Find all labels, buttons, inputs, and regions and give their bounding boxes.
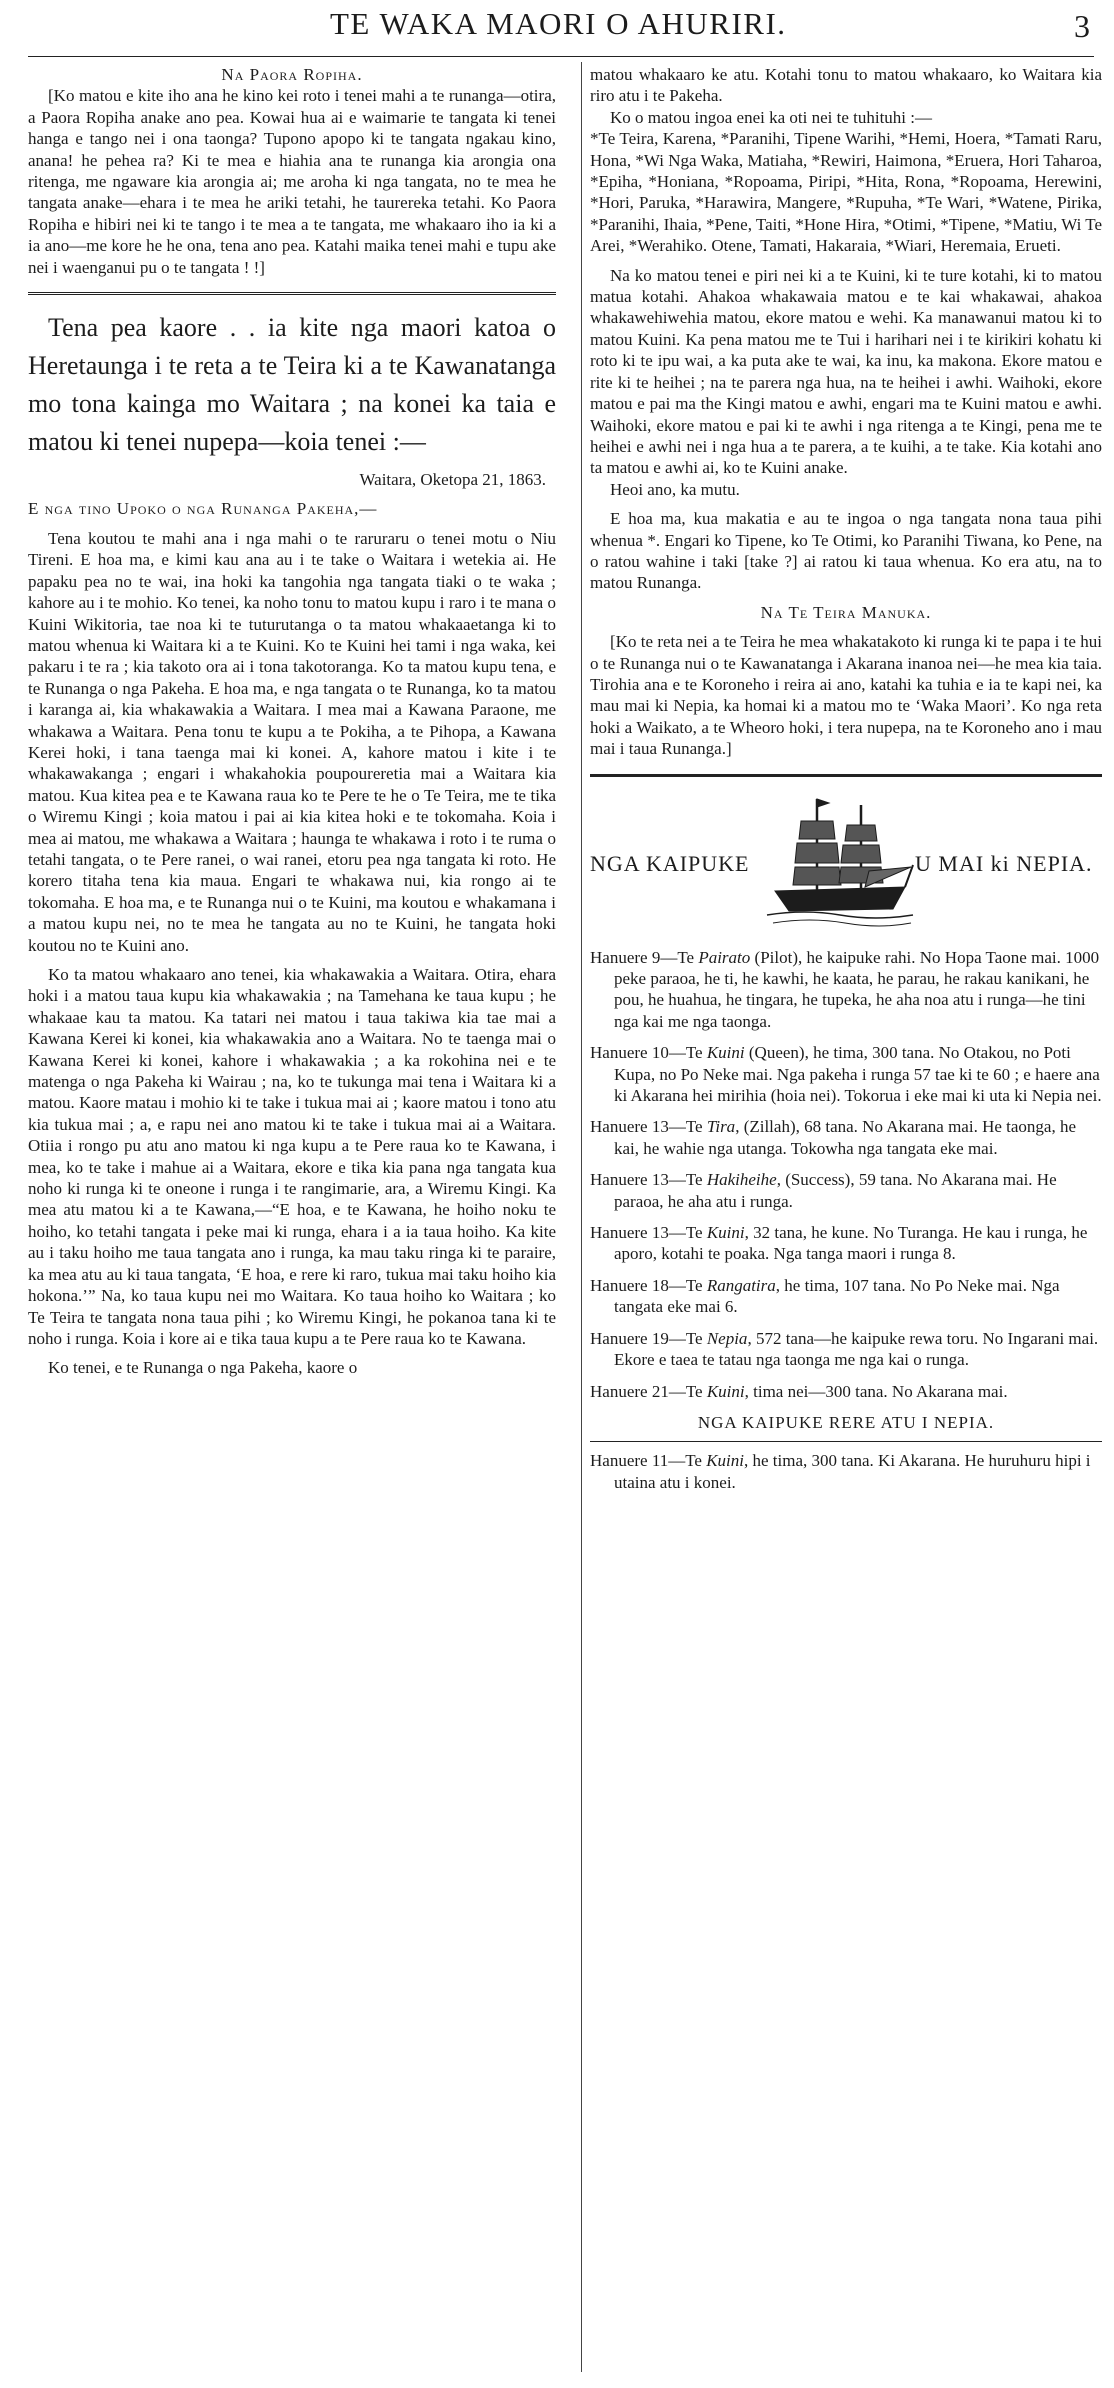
departure-entry: Hanuere 11—Te Kuini, he tima, 300 tana. Ki Akarana. He huruhuru hipi i utaina atu i konei.: [590, 1451, 1091, 1492]
letter-continuation: matou whakaaro ke atu. Kotahi tonu to matou whakaaro, ko Waitara kia riro atu i te Pakeha.: [590, 65, 1102, 106]
departures-heading: NGA KAIPUKE RERE ATU I NEPIA.: [697, 1412, 995, 1432]
ship-name: Kuini: [706, 1043, 745, 1063]
arrival-entry: Hanuere 13—Te Hakiheihe, (Success), 59 tana. No Akarana mai. He paraoa, he aha atu i runga.: [590, 1170, 1057, 1211]
arrival-entry: Hanuere 18—Te Rangatira, he tima, 107 tana. No Po Neke mai. Nga tangata eke mai 6.: [590, 1275, 1060, 1317]
ropiha-note: [Ko matou e kite iho ana he kino kei roto i tenei mahi a te runanga—otira, a Paora Ropiha anake ano pea. Kowai hua ai e waimarie te tangata ki tenei hanga e tango nei i ona taonga? Tupono apopo ki te tangata ngakau kino, anana! he pehea ra? Ki te mea e hiahia ana te runanga kia arongia ona ritenga, me ngaware kia arongia ai; me aroha ki nga tangata, no te mea he tangata anake—ehara i te mea he ariki tetahi, he taurereka tetahi. Ko Paora Ropiha e hibiri nei ki te tango i te mea a te tangata, me whakaaro iho ia ki a ia ano—me kore he he ona, tena ano pea. Katahi maika tenei mahi e tupu ake nei i waenganui pu o te tangata ! !]: [28, 86, 556, 277]
section-divider: [590, 774, 1102, 777]
shipping-banner: [590, 791, 1102, 941]
ship-name: Hakiheihe: [706, 1170, 777, 1190]
arrival-entry: Hanuere 19—Te Nepia, 572 tana—he kaipuke rewa toru. No Ingarani mai. Ekore e taea te tatau nga taonga me nga kai o runga.: [590, 1328, 1099, 1370]
star-paragraph: E hoa ma, kua makatia e au te ingoa o nga tangata nona taua pihi whenua *. Engari ko Tipene, ko Te Otimi, ko Paranihi Tiwana, ko Pene, na o ratou wahine i taki [take ?] ai ratou ki taua whenua. Ko era atu, na to matou Runanga.: [590, 509, 1102, 593]
page-number: 3: [1074, 8, 1090, 44]
running-title: TE WAKA MAORI O AHURIRI.: [330, 6, 787, 41]
left-column: [28, 64, 556, 1379]
departures-divider: [590, 1441, 1102, 1442]
ship-name: Pairato: [698, 947, 751, 967]
letter-paragraph-2: Ko ta matou whakaaro ano tenei, kia whakawakia a Waitara. Otira, ehara hoki i a matou taua kupu kia whakawakia ; na Tamehana ke taua kupu ; he whakaae kau ta matou. Ka tatari nei matou i taua takiwa kia tae mai a Kawana Kerei ki konei, kia whakawakia ano a Waitara. No te taenga mai o Kawana Kerei ki konei, kahore i whakawakia ; a ka rokohina nei e te matenga o nga Pakeha ki Wairau ; na, ko te tukunga mai tena i Waitara ki a matou. Kaore matau i mohio ki te take i tukua mai ai ; kaore matou i tono atu kia tukua mai ; a, e rapu nei ano matou ki te take i tukua mai ai a Waitara. Otiia i rongo pu atu ano matou ki nga kupu a te Pere raua ko te Kawana, i mea, ko te take i mahue ai a Waitara, ekore e tika kia pana nga tangata kua noho ki runga ki te oneone i runga i te rangimarie, ara, a Wiremu Kingi. Ka mea atu matou ki a te Kawana,—“E hoa, e te Kawana, he hoiho noku te hoiho, ko tetahi tangata i peke mai ki runga, ehara i a ia taua hoiho. Ka kite au i taku hoiho me taua tangata ano i runga, ka mau taku ringa ki te paraire, ka mea atu au ki taua tangata, ‘E hoa, e rere ki raro, tukua mai taku hoiho kia hokona.’” Na, ko taua kupu nei mo Waitara. Ko taua hoiho ko Waitara ; ko Te Teira te tangata nona taua pihi ; ko Wiremu Kingi, he pokanoa tana ki te noho i runga. Koia i kore ai e tika taua kupu a te Pere raua ko te Kawana.: [28, 965, 556, 1348]
ship-name: Tira: [706, 1117, 736, 1137]
ship-name: Kuini: [706, 1451, 744, 1471]
right-column: [590, 64, 1102, 1503]
sailing-ship-icon: [765, 791, 915, 931]
arrival-entry: Hanuere 10—Te Kuini (Queen), he tima, 300 tana. No Otakou, no Poti Kupa, no Po Neke mai. Nga pakeha i runga 57 tae ki te 60 ; e haere ana ki Akarana hei mirihia (hoia nei). Tokorua i eke mai ki uta ki Nepia nei.: [590, 1043, 1102, 1106]
ship-name: Kuini: [706, 1223, 745, 1243]
arrival-entry: Hanuere 21—Te Kuini, tima nei—300 tana. No Akarana mai.: [590, 1381, 1008, 1401]
banner-text-left: NGA KAIPUKE: [590, 850, 750, 876]
arrival-entry: Hanuere 13—Te Tira, (Zillah), 68 tana. No Akarana mai. He taonga, he kai, he wahie nga utanga. Tokowha nga tangata eke mai.: [590, 1117, 1077, 1158]
arrival-entry: Hanuere 9—Te Pairato (Pilot), he kaipuke rahi. No Hopa Taone mai. 1000 peke paraoa, he ti, he kawhi, he kaata, he parau, he rakau kanikani, he pou, he huahua, he tingara, he tupeka, he aha noa atu i runga—he tini nga kai me nga taonga.: [590, 947, 1100, 1031]
column-rule: [581, 62, 582, 2372]
letter-dateline: Waitara, Oketopa 21, 1863.: [359, 470, 546, 490]
manuka-note: [Ko te reta nei a te Teira he mea whakatakoto ki runga ki te papa i te hui o te Runanga nui o te Kawanatanga i Akarana inanoa nei—he mea kia taia. Tirohia ana e te Koroneho i reira ai ano, katahi ka tuhia e ia te kapi nei, ka mau mai ki Nepia, ka homai ki a matou mo te ‘Waka Maori’. Ko nga reta hoki a Waikato, a te Wheoro hoki, i tera nupepa, na te Koroneho ano i mau mai i taua Runanga.]: [590, 632, 1102, 759]
signatories-intro: Ko o matou ingoa enei ka oti nei te tuhituhi :—: [610, 107, 932, 127]
ship-name: Rangatira: [706, 1275, 776, 1295]
arrival-entry: Hanuere 13—Te Kuini, 32 tana, he kune. No Turanga. He kau i runga, he aporo, kotahi te poaka. Nga tanga maori i runga 8.: [590, 1223, 1088, 1264]
ship-name: Nepia: [706, 1328, 748, 1348]
header-rule: [28, 56, 1094, 57]
letter-paragraph-1: Tena koutou te mahi ana i nga mahi o te raruraru o tenei motu o Niu Tireni. E hoa ma, e kimi kau ana au i te take o Waitara i wetekia ai. He papaku pea no te wai, ina hoki ka tangohia nga tangata tiaki o te waka ; kahore au i te mohio. Ko tenei, ka noho tonu to matou kupu i raro i te mana o Kuini Wikitoria, tae noa ki te tuturutanga o ta matou whakaaetanga ki to matou whenua ki Waitara ki a te Kuini. Ko te Kuini hei tami i nga waka, kei pakaru i te ra ; kia takoto ora ai i tona takotoranga. Ko ta matou kupu tena, e te Runanga o nga Pakeha. E hoa ma, e nga tangata o te Runanga, ko ta matou i karanga ai, kia whakawakia a Waitara. I mea mai a Kawana Paraone, me whakawa a Waitara. Pena tonu te kupu a te Pokiha, a te Pihopa, a Kawana Kerei hoki, i tana taenga mai ki konei. A, kahore matou i kite i te whakawakanga ; engari i whakahokia poupoureretia mai a Waitara kia matou. Kua kitea pea e te Kawana raua ko te Pere te he o Te Teira, me te tika o Wiremu Kingi ; koia matou i pai ai kia kitea hoki e te tokomaha. Koia i mea ai matou, me whakawa a Waitara ; haunga te whakawa i roto i te ruma o tetahi tangata, o te Pere ranei, o wai ranei, etoru pea nga tangata ki roto. He korero titaha tena kia maua. Engari te whakawa nui, kia rongo ai te tokomaha. E hoa ma, e te Runanga nui o te Kuini, ma koutou e whakamana i a matou kupu nei, no te mea he tangata au no te Kuini, he tangata hoki koutou no te Kuini ano.: [28, 528, 556, 955]
letter-paragraph-3: Ko tenei, e te Runanga o nga Pakeha, kaore o: [48, 1358, 358, 1378]
ship-name: Kuini: [706, 1381, 745, 1401]
section-divider: [28, 292, 556, 295]
letter-closing: Heoi ano, ka mutu.: [610, 479, 740, 499]
signatories-list: *Te Teira, Karena, *Paranihi, Tipene Warihi, *Hemi, Hoera, *Tamati Raru, Hona, *Wi Nga Waka, Matiaha, *Rewiri, Haimona, *Eruera, Hori Taharoa, *Epiha, *Honiana, *Ropoama, Piripi, *Hita, Rona, *Ropoama, Herewini, *Hori, Paruka, *Harawira, Mangere, *Rupuha, *Te Wari, *Watene, Pirika, *Paranihi, Ihaia, *Pene, Taiti, *Hone Hira, *Otimi, *Tipene, *Matiu, Wi Te Arei, *Werahiko. Otene, Tamati, Hakaraia, *Wiari, Heremaia, Erueti.: [590, 129, 1102, 256]
kuini-paragraph: Na ko matou tenei e piri nei ki a te Kuini, ki te ture kotahi, ki to matou matua kotahi. Ahakoa whakawaia matou e te kai whakawai, ahakoa whakawehiwehia matou, ekore matou e wehi. Ka manawanui matou ki to matou Kuini. Ka pena matou me te Tui i harihari nei i te kirikiri kohatu ki roto ki te ipu wai, a ka puta ake te wai, ka inu, ka makona. Ekore matou e rite ki te heihei ; na te parera nga hua, na te heihei i awhi. Waihoki, ekore matou e pai ma the Kingi matou e awhi, engari ma te Kuini matou e awhi. Waihoki, ekore matou e pai ki te awhi i nga ritenga a te Kingi, pena me te heihei e awhi nei i nga hua a te parera, a te kuihi, a te take. Kia kotahi ano ta matou e awhi ai, ko te Kuini anake.: [590, 265, 1102, 478]
letter-salutation: E nga tino Upoko o nga Runanga Pakeha,—: [28, 499, 378, 519]
teira-intro: Tena pea kaore . . ia kite nga maori katoa o Heretaunga i te reta a te Teira ki a te Kawanatanga mo tona kainga mo Waitara ; na konei ka taia e matou ki tenei nupepa—koia tenei :—: [28, 313, 556, 457]
banner-text-right: U MAI ki NEPIA.: [915, 850, 1093, 876]
manuka-heading: Na Te Teira Manuka.: [760, 602, 932, 622]
ropiha-heading: Na Paora Ropiha.: [221, 65, 363, 84]
running-head: [0, 6, 1114, 50]
